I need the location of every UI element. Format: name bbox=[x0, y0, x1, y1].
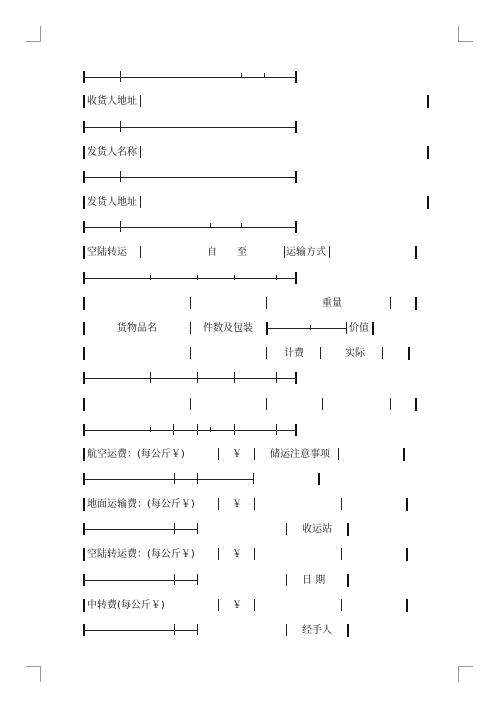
currency-symbol: ￥ bbox=[232, 449, 242, 460]
receiving-station-label: 收运站 bbox=[302, 524, 332, 535]
currency-symbol: ￥ bbox=[232, 549, 242, 560]
chargeable-label: 计费 bbox=[284, 348, 304, 359]
ground-freight-label: 地面运输费：(每公斤￥) bbox=[87, 499, 195, 510]
air-freight-label: 航空运费：(每公斤￥) bbox=[87, 449, 185, 460]
consignee-address-label: 收货人地址 bbox=[87, 96, 137, 107]
crop-mark-top-left bbox=[26, 41, 41, 42]
actual-label: 实际 bbox=[345, 348, 365, 359]
crop-mark-top-right bbox=[458, 26, 459, 42]
to-label: 至 bbox=[237, 247, 247, 258]
goods-name-label: 货物品名 bbox=[117, 323, 157, 334]
date-label: 日 期 bbox=[302, 575, 326, 586]
pieces-packing-label: 件数及包装 bbox=[203, 323, 253, 334]
air-land-transfer-label: 空陆转运 bbox=[87, 247, 127, 258]
currency-symbol: ￥ bbox=[232, 499, 242, 510]
currency-symbol: ￥ bbox=[232, 600, 242, 611]
value-label: 价值 bbox=[349, 323, 369, 334]
transport-mode-label: 运输方式 bbox=[286, 247, 326, 258]
shipper-address-label: 发货人地址 bbox=[87, 197, 137, 208]
crop-mark-top-right bbox=[458, 41, 473, 42]
crop-mark-top-left bbox=[40, 26, 41, 42]
transfer-freight-label: 空陆转运费：(每公斤￥) bbox=[87, 549, 195, 560]
from-label: 自 bbox=[207, 247, 217, 258]
crop-mark-bottom-right bbox=[458, 666, 459, 682]
crop-mark-bottom-right bbox=[458, 666, 473, 667]
transit-fee-label: 中转费(每公斤￥) bbox=[87, 600, 165, 611]
weight-label: 重量 bbox=[322, 298, 342, 309]
storage-notes-label: 储运注意事项 bbox=[270, 449, 330, 460]
crop-mark-bottom-left bbox=[26, 666, 41, 667]
crop-mark-bottom-left bbox=[40, 666, 41, 682]
shipper-name-label: 发货人名称 bbox=[87, 147, 137, 158]
handler-label: 经手人 bbox=[302, 625, 332, 636]
